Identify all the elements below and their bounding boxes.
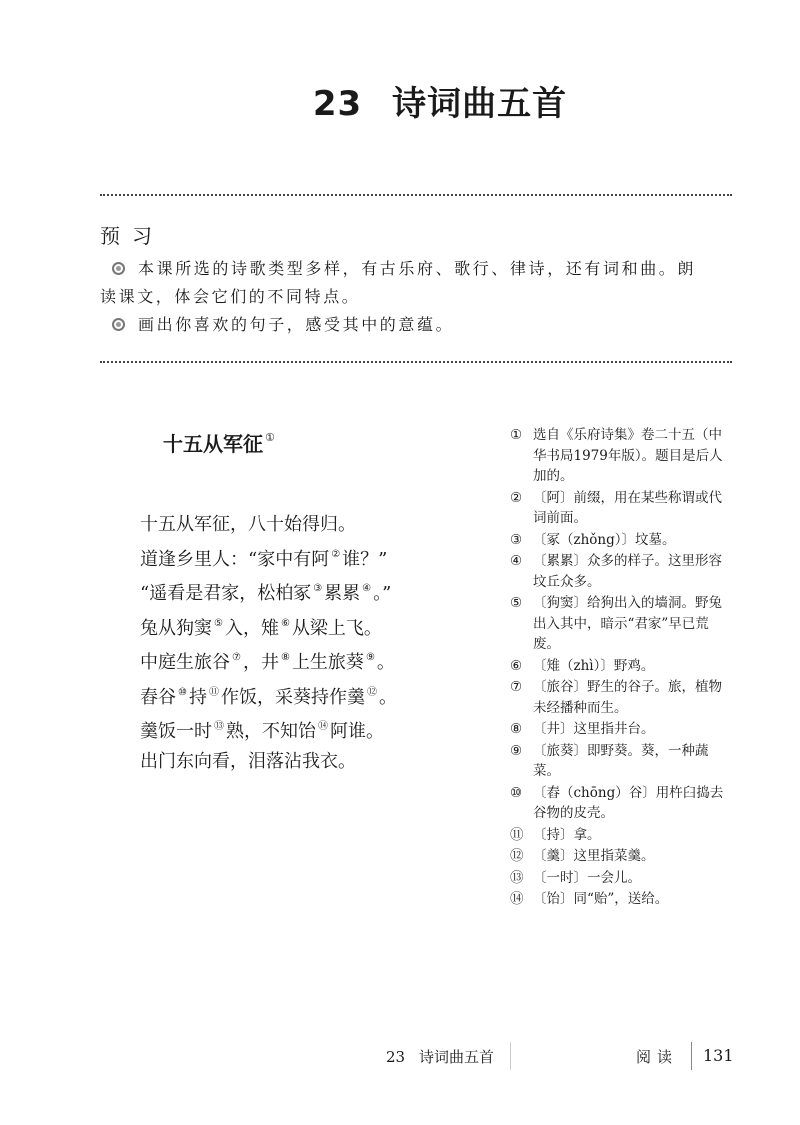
poem-text: 。” [373,583,392,604]
footnote-ref: ⑨ [365,652,375,663]
footnote-ref: ⑩ [178,686,187,698]
footnote-ref: ⑦ [232,652,241,663]
poem-text: 羹饭一时 [140,721,212,742]
poem-line [140,712,397,747]
footnote-marker: ① [510,427,523,443]
footnote-ref: ⑬ [214,721,224,732]
footnote-item [510,741,735,782]
footnote-marker: ⑪ [510,826,524,843]
footnote-text: 〔持〕拿。 [533,826,601,843]
footnote-marker: ⑧ [510,721,523,737]
preview-item-2-text: 画出你喜欢的句子，感受其中的意蕴。 [138,315,455,334]
poem-text: 阿谁。 [330,721,384,742]
footnote-marker: ⑬ [510,869,524,886]
poem-text: 作饭，采葵持作羹 [220,686,365,708]
footnote-item [510,846,735,867]
circle-bullet-icon [112,318,125,331]
footnote-item [510,677,735,718]
footer-divider [510,1042,511,1070]
poem-line [140,643,397,678]
footnote-item [510,488,735,529]
footnote-ref: ⑧ [280,652,290,663]
dotted-divider-top [100,194,732,196]
footnote-text: 〔井〕这里指井台。 [533,721,655,737]
footnote-text: 〔一时〕一会儿。 [533,869,641,886]
footnote-item [510,719,735,740]
poem-text: 。 [378,686,397,708]
preview-heading: 预习 [100,224,164,248]
footer-section: 阅读 [636,1048,679,1066]
footnote-ref: ⑤ [214,617,223,629]
preview-item-2 [100,314,732,336]
poem-text: 累累 [324,583,361,604]
footnote-text: 〔饴〕同“贻”，送给。 [533,891,669,907]
page-title [0,76,800,125]
poem-line [140,574,397,609]
footer-lesson-number: 23 [385,1048,406,1066]
poem-text: 中庭生旅谷 [140,652,230,673]
footnote-text: 〔旅葵〕即野葵。葵，一种蔬菜。 [533,742,709,779]
poem-text: 出门东向看，泪落沾我衣。 [140,750,356,772]
footnote-item [510,889,735,910]
footnote-ref: ① [265,431,275,444]
poem-text: 上生旅葵 [291,652,364,673]
footnote-text: 〔旅谷〕野生的谷子。旅，植物未经播种而生。 [533,679,722,716]
footnote-marker: ② [510,489,523,506]
footnote-marker: ③ [510,531,523,548]
footnote-marker: ⑥ [510,657,523,674]
footer-divider [691,1042,692,1070]
footnote-text: 选自《乐府诗集》卷二十五（中华书局1979年版）。题目是后人加的。 [533,427,723,484]
footnote-marker: ⑩ [510,784,523,801]
footnote-marker: ⑨ [510,742,523,759]
poem-text: 谁？” [342,548,388,570]
poem-line [140,747,397,777]
footnote-item [510,868,735,889]
preview-item-1-line-2: 读课文，体会它们的不同特点。 [100,287,361,306]
poem-body [140,510,397,776]
footnote-ref: ④ [362,583,372,594]
lesson-title: 诗词曲五首 [392,84,568,124]
poem-text: 十五从军征，八十始得归。 [140,514,356,535]
lesson-number: 23 [312,84,363,124]
footnote-item [510,656,735,677]
footnote-item [510,551,735,592]
poem-line [140,609,397,644]
footnote-ref: ⑥ [280,617,290,629]
footnote-text: 〔雉（zhì）〕野鸡。 [533,657,655,674]
preview-item-1 [100,258,732,280]
poem-line [140,678,397,713]
footnote-ref: ② [331,548,341,560]
footnote-item [510,530,735,551]
footnote-ref: ⑪ [208,686,219,698]
footnote-text: 〔羹〕这里指菜羹。 [533,848,655,864]
footnote-marker: ⑤ [510,595,523,611]
footnote-marker: ⑫ [510,848,524,864]
poem-title [163,428,275,457]
footnote-text: 〔狗窦〕给狗出入的墙洞。野兔出入其中，暗示“君家”早已荒废。 [533,595,722,652]
footnote-text: 〔冢（zhǒng）〕坟墓。 [533,531,676,548]
poem-title-text: 十五从军征 [163,432,263,456]
dotted-divider-bottom [100,361,732,363]
poem-text: 持 [188,686,207,708]
poem-text: 舂谷 [140,686,176,708]
footnote-marker: ⑭ [510,891,524,907]
poem-line [140,540,397,575]
footnote-text: 〔累累〕众多的样子。这里形容坟丘众多。 [533,553,722,590]
footnote-marker: ⑦ [510,679,523,695]
poem-text: 。 [376,652,395,673]
poem-text: 入，雉 [224,617,279,639]
poem-text: 熟，不知饴 [226,721,316,742]
circle-bullet-icon [112,262,125,275]
footnote-ref: ③ [313,583,323,594]
footnote-item [510,425,735,487]
footnotes [510,425,735,911]
footnote-item [510,783,735,824]
footnote-item [510,593,735,655]
footnote-ref: ⑫ [366,686,377,698]
footnote-marker: ④ [510,553,523,569]
footnote-ref: ⑭ [318,721,328,732]
footnote-text: 〔阿〕前缀，用在某些称谓或代词前面。 [533,489,722,526]
footnote-text: 〔舂（chōng）谷〕用杵臼捣去谷物的皮壳。 [533,784,724,821]
poem-text: 从梁上飞。 [291,617,382,639]
poem-text: 兔从狗窦 [140,617,212,639]
poem-text: ，井 [242,652,279,673]
footer-lesson-title: 诗词曲五首 [419,1048,495,1066]
poem-text: 道逢乡里人：“家中有阿 [140,548,330,570]
poem-line [140,510,397,540]
poem-text: “遥看是君家，松柏冢 [140,583,312,604]
page-number: 131 [703,1046,734,1065]
preview-item-1-line-1: 本课所选的诗歌类型多样，有古乐府、歌行、律诗，还有词和曲。朗 [138,259,697,278]
footnote-item [510,825,735,846]
footer-lesson [0,1046,800,1067]
